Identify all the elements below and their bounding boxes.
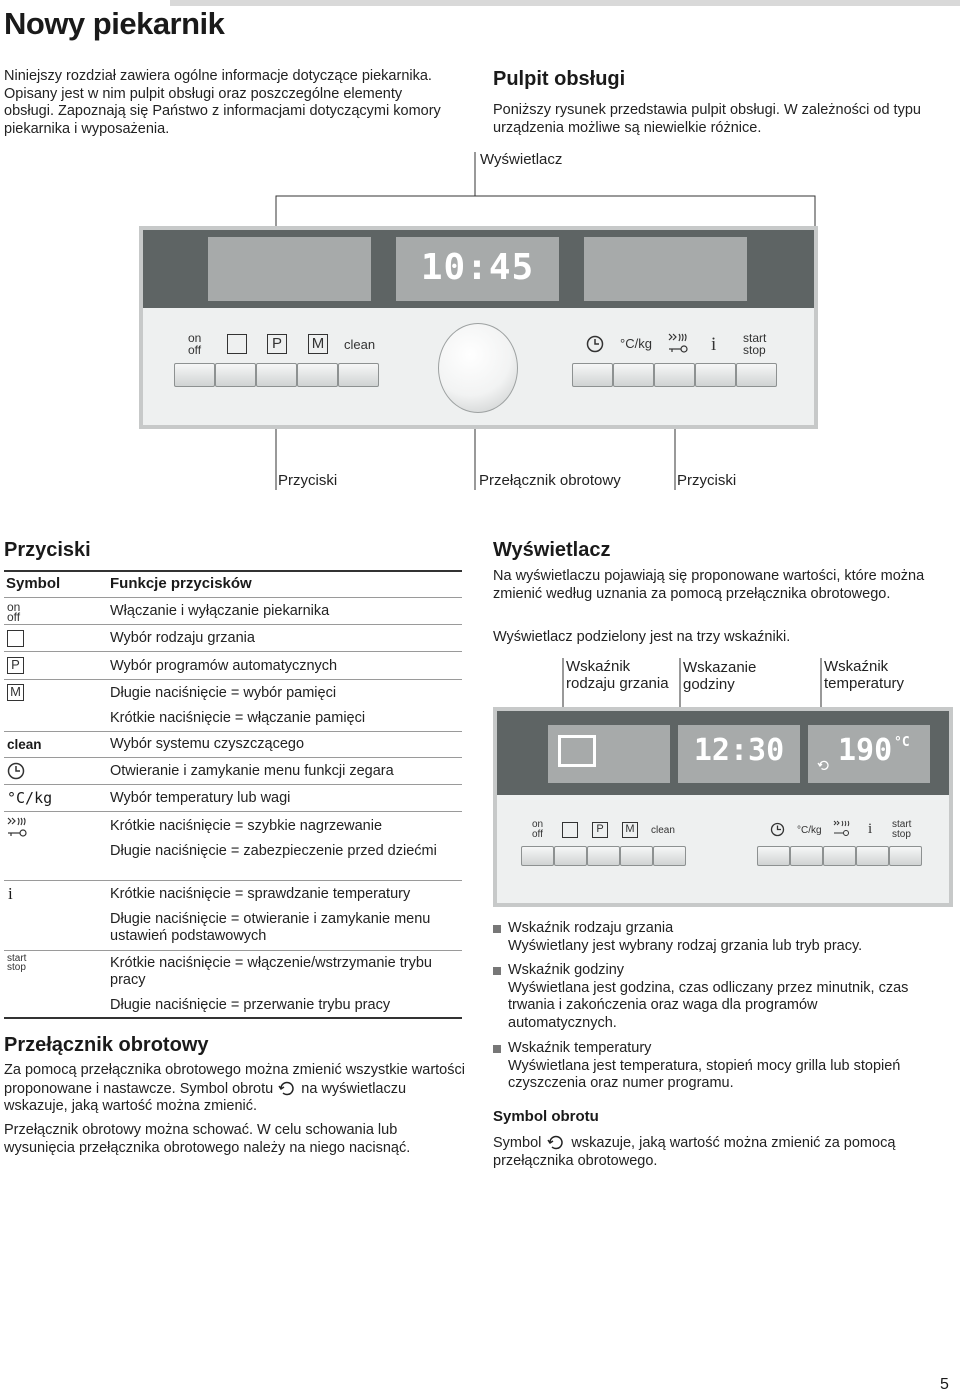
clean-symbol: clean <box>7 737 42 752</box>
small-memory-icon: M <box>622 822 638 838</box>
table-rule <box>4 811 462 812</box>
start-stop-label: start stop <box>743 331 767 357</box>
on-off-symbol: on off <box>7 600 21 624</box>
col-symbol-header: Symbol <box>6 575 61 592</box>
bullet-marker <box>493 967 501 975</box>
small-memory-button[interactable] <box>620 846 653 866</box>
temp-readout: 190 <box>838 733 893 768</box>
small-heating-mode-button[interactable] <box>554 846 587 866</box>
small-heating-mode-icon <box>562 822 578 838</box>
on-off-label: on off <box>188 331 202 357</box>
bullet-marker <box>493 925 501 933</box>
display-paragraph-1: Na wyświetlaczu pojawiają się proponowane wartości, które można zmienić według uznania za pomocą przełącznika obrotowego. <box>493 568 925 602</box>
table-row: Wybór systemu czyszczącego <box>110 736 305 752</box>
program-icon: P <box>267 334 287 354</box>
clock-readout: 10:45 <box>420 247 535 288</box>
table-row: Długie naciśnięcie = przerwanie trybu pracy <box>110 997 391 1013</box>
display-heading: Wyświetlacz <box>493 539 611 561</box>
table-row: Wybór programów automatycznych <box>110 658 338 674</box>
info-icon: i <box>711 334 717 355</box>
small-clock-icon <box>770 822 785 837</box>
table-row: Długie naciśnięcie = otwieranie i zamykanie menu ustawień podstawowych <box>110 911 431 944</box>
table-row: Krótkie naciśnięcie = sprawdzanie temperatury <box>110 886 411 902</box>
knob-paragraph-1: Za pomocą przełącznika obrotowego można zmienić wszystkie wartości proponowane i nastawcze. Symbol obrotu na wyświetlaczu wskazuje, jaką wartość można zmienić. <box>4 1062 465 1114</box>
intro-text: Niniejszy rozdział zawiera ogólne informacje dotyczące piekarnika. Opisany jest w nim pulpit obsługi oraz poszczególne elementy obsługi. Zapoznają się Państwo z informacjami dotyczącymi komory piekarnika i wyposażenia. <box>4 68 441 137</box>
display-paragraph-2: Wyświetlacz podzielony jest na trzy wskaźniki. <box>493 629 791 645</box>
col-function-header: Funkcje przycisków <box>110 575 252 592</box>
table-row: Krótkie naciśnięcie = włączenie/wstrzymanie trybu pracy <box>110 955 432 988</box>
temp-unit: °C <box>894 735 910 750</box>
small-start-stop-label: start stop <box>892 819 912 840</box>
memory-icon: M <box>308 334 328 354</box>
callout-buttons-left: Przyciski <box>278 472 338 489</box>
small-info-icon: i <box>868 821 873 837</box>
table-row: Wybór rodzaju grzania <box>110 630 255 646</box>
temp-weight-label: °C/kg <box>620 336 652 351</box>
callout-knob: Przełącznik obrotowy <box>479 472 621 489</box>
table-row: Długie naciśnięcie = zabezpieczenie przed dziećmi <box>110 843 437 859</box>
table-rule <box>4 950 462 951</box>
small-clock-button[interactable] <box>757 846 790 866</box>
table-row: Otwieranie i zamykanie menu funkcji zegara <box>110 763 394 779</box>
table-row: Długie naciśnięcie = wybór pamięci <box>110 685 337 701</box>
pulpit-heading: Pulpit obsługi <box>493 68 626 90</box>
page-number: 5 <box>940 1376 949 1393</box>
bullet-marker <box>493 1045 501 1053</box>
rotation-symbol-heading: Symbol obrotu <box>493 1108 599 1125</box>
small-on-off-button[interactable] <box>521 846 554 866</box>
table-row: Wybór temperatury lub wagi <box>110 790 291 806</box>
small-fast-heat-button[interactable] <box>823 846 856 866</box>
program-symbol: P <box>7 657 24 674</box>
temp-weight-symbol: °C/kg <box>7 789 53 807</box>
page-title: Nowy piekarnik <box>4 6 225 41</box>
heating-indicator <box>548 725 670 783</box>
memory-symbol: M <box>7 684 24 701</box>
small-clean-label: clean <box>651 825 675 836</box>
callout-temp-indicator: Wskaźnik temperatury <box>824 658 905 692</box>
clock-indicator <box>678 725 800 783</box>
small-clock-readout: 12:30 <box>693 733 785 768</box>
table-row: Krótkie naciśnięcie = włączanie pamięci <box>110 710 366 726</box>
small-program-button[interactable] <box>587 846 620 866</box>
bullet-temp-indicator: Wskaźnik temperatury Wyświetlana jest temperatura, stopień mocy grilla lub stopień czyszczenia oraz numer programu. <box>508 1040 901 1091</box>
table-bottom-rule <box>4 1017 462 1019</box>
knob-heading: Przełącznik obrotowy <box>4 1034 209 1056</box>
small-info-button[interactable] <box>856 846 889 866</box>
table-rule <box>4 784 462 785</box>
bullet-clock-indicator: Wskaźnik godziny Wyświetlana jest godzina, czas odliczany przez minutnik, czas trwania i zakończenia oraz waga dla programów automatycznych. <box>508 962 909 1031</box>
rotation-indicator-icon <box>817 759 831 771</box>
buttons-heading: Przyciski <box>4 539 91 561</box>
table-rule <box>4 880 462 881</box>
callout-clock-indicator: Wskazanie godziny <box>683 659 757 693</box>
small-temp-weight-button[interactable] <box>790 846 823 866</box>
callout-display: Wyświetlacz <box>480 151 563 168</box>
small-program-icon: P <box>592 822 608 838</box>
pulpit-text: Poniższy rysunek przedstawia pulpit obsługi. W zależności od typu urządzenia możliwe są niewielkie różnice. <box>493 102 921 136</box>
temperature-indicator <box>808 725 930 783</box>
table-row: Włączanie i wyłączanie piekarnika <box>110 603 330 619</box>
knob-paragraph-2: Przełącznik obrotowy można schować. W celu schowania lub wysunięcia przełącznika obrotowego należy na niego nacisnąć. <box>4 1122 411 1156</box>
rotation-symbol-icon <box>545 1134 567 1150</box>
small-on-off-label: on off <box>532 819 544 840</box>
oven-icon <box>558 735 596 767</box>
table-row: Krótkie naciśnięcie = szybkie nagrzewanie <box>110 818 383 834</box>
rotation-symbol-icon <box>277 1080 297 1096</box>
start-stop-symbol: start stop <box>7 953 27 973</box>
fast-heat-symbol <box>7 817 31 839</box>
rotation-symbol-text: Symbol wskazuje, jaką wartość można zmienić za pomocą przełącznika obrotowego. <box>493 1135 896 1169</box>
callout-heating-indicator: Wskaźnik rodzaju grzania <box>566 658 669 692</box>
small-start-stop-button[interactable] <box>889 846 922 866</box>
small-temp-weight-label: °C/kg <box>797 825 822 836</box>
small-fast-heat-icon <box>833 820 853 838</box>
small-clean-button[interactable] <box>653 846 686 866</box>
info-symbol: i <box>8 884 13 903</box>
callout-buttons-right: Przyciski <box>677 472 737 489</box>
bullet-heating-indicator: Wskaźnik rodzaju grzania Wyświetlany jest wybrany rodzaj grzania lub tryb pracy. <box>508 920 863 954</box>
clean-label: clean <box>344 337 376 352</box>
